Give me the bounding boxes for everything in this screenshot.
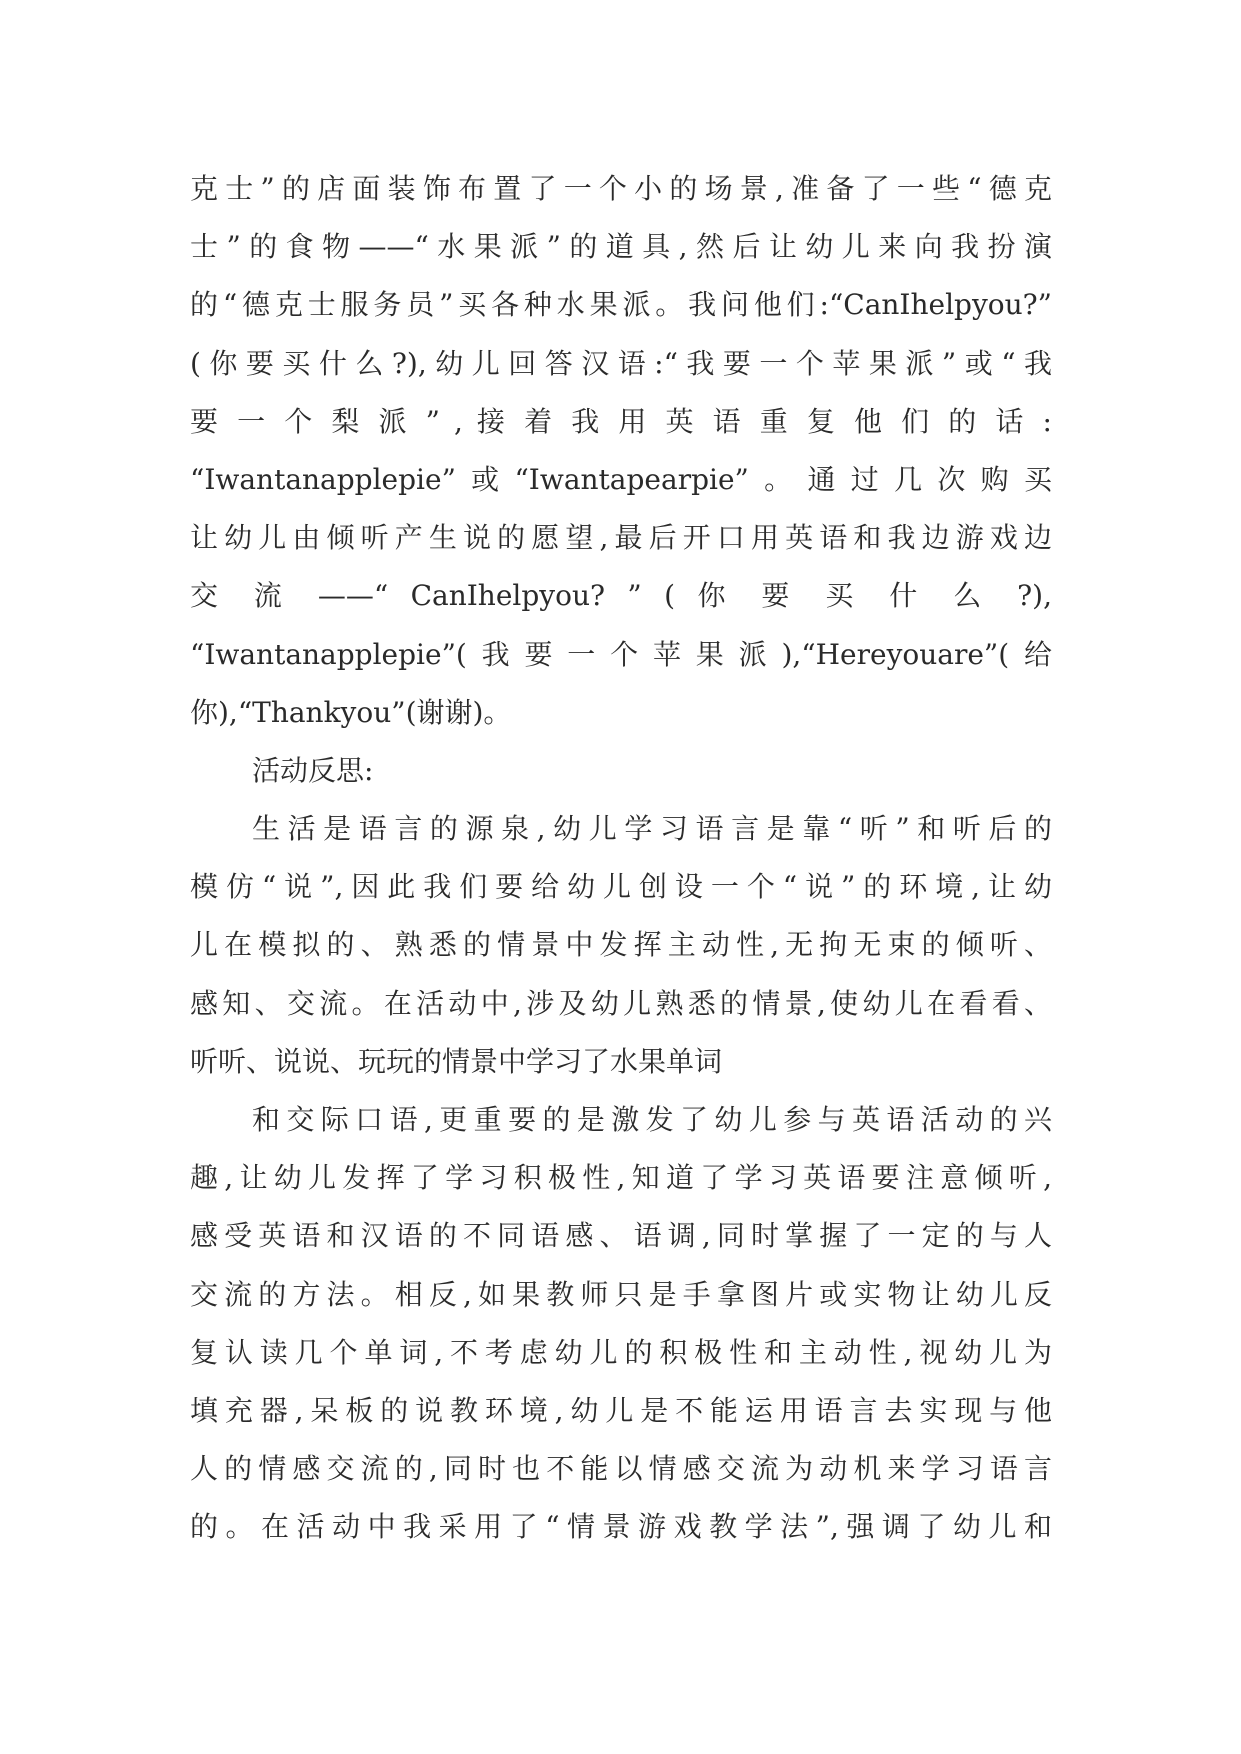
text-line: 交 流 ——“ CanIhelpyou? ” ( 你 要 买 什 么 ?), (190, 579, 1052, 613)
text-line: 听听、说说、玩玩的情景中学习了水果单词 (190, 1044, 723, 1078)
text-line: 的。在活动中我采用了“情景游戏教学法”,强调了幼儿和 (190, 1510, 1052, 1544)
body-text (190, 160, 1052, 1557)
text-line: 感受英语和汉语的不同语感、语调,同时掌握了一定的与人 (190, 1219, 1052, 1253)
text-line: 复认读几个单词,不考虑幼儿的积极性和主动性,视幼儿为 (190, 1335, 1052, 1369)
text-line: 和交际口语,更重要的是激发了幼儿参与英语活动的兴 (252, 1103, 1052, 1136)
text-line: 士”的食物——“水果派”的道具,然后让幼儿来向我扮演 (190, 230, 1052, 264)
text-line: 要 一 个 梨 派 ” , 接 着 我 用 英 语 重 复 他 们 的 话 : (190, 404, 1052, 438)
text-line: 趣,让幼儿发挥了学习积极性,知道了学习英语要注意倾听, (190, 1161, 1052, 1195)
text-line: 填充器,呆板的说教环境,幼儿是不能运用语言去实现与他 (190, 1393, 1052, 1427)
text-line: “Iwantanapplepie”或“Iwantapearpie”。通过几次购买 (190, 462, 1052, 496)
text-line: “Iwantanapplepie”(我要一个苹果派),“Hereyouare”(给 (190, 637, 1052, 671)
text-line: 生活是语言的源泉,幼儿学习语言是靠“听”和听后的 (252, 812, 1052, 846)
section-heading: 活动反思: (252, 753, 374, 787)
text-line: 的“德克士服务员”买各种水果派。我问他们:“CanIhelpyou?” (190, 288, 1052, 322)
text-line: 人的情感交流的,同时也不能以情感交流为动机来学习语言 (190, 1452, 1052, 1486)
text-line: 让幼儿由倾听产生说的愿望,最后开口用英语和我边游戏边 (190, 521, 1052, 555)
text-line: 克士”的店面装饰布置了一个小的场景,准备了一些“德克 (190, 172, 1052, 205)
text-line: 儿在模拟的、熟悉的情景中发挥主动性,无拘无束的倾听、 (190, 928, 1052, 962)
text-line: (你要买什么?),幼儿回答汉语:“我要一个苹果派”或“我 (190, 346, 1052, 380)
text-line: 感知、交流。在活动中,涉及幼儿熟悉的情景,使幼儿在看看、 (190, 986, 1052, 1020)
text-line: 模仿“说”,因此我们要给幼儿创设一个“说”的环境,让幼 (190, 870, 1052, 904)
text-line: 交流的方法。相反,如果教师只是手拿图片或实物让幼儿反 (190, 1277, 1052, 1311)
text-line: 你),“Thankyou”(谢谢)。 (190, 695, 512, 729)
